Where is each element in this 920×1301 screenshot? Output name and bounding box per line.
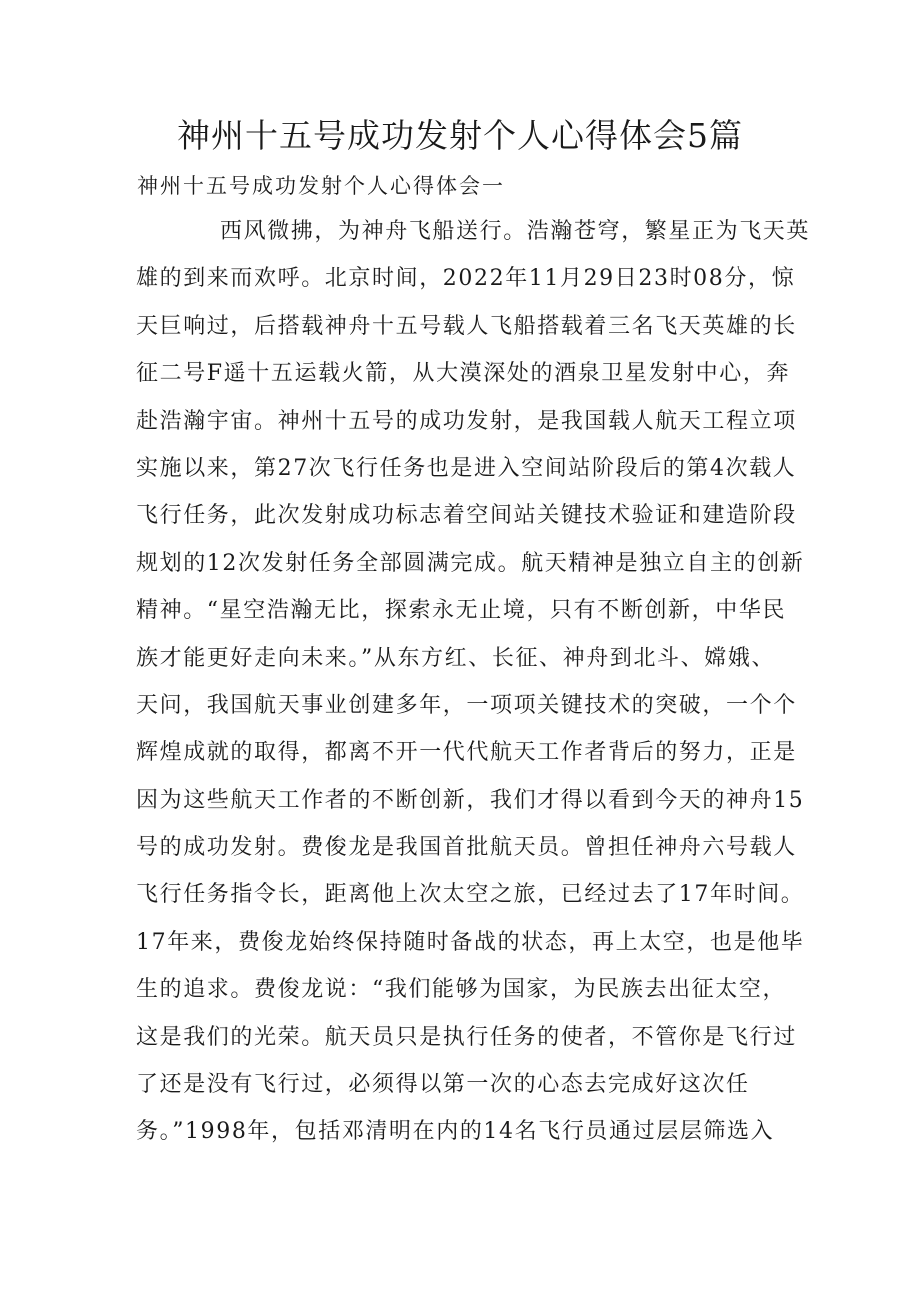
document-title: 神州十五号成功发射个人心得体会5篇 <box>177 116 743 155</box>
body-line: 了还是没有飞行过，必须得以第一次的心态去完成好这次任 <box>136 1072 750 1098</box>
body-line: 号的成功发射。费俊龙是我国首批航天员。曾担任神舟六号载人 <box>136 835 797 861</box>
body-line: 务。”1998年，包括邓清明在内的14名飞行员通过层层筛选入 <box>136 1119 775 1145</box>
body-line: 飞行任务指令长，距离他上次太空之旅，已经过去了17年时间。 <box>136 882 805 908</box>
body-line: 生的追求。费俊龙说：“我们能够为国家，为民族去出征太空， <box>136 977 787 1003</box>
body-line: 族才能更好走向未来。”从东方红、长征、神舟到北斗、嫦娥、 <box>136 645 776 671</box>
section-subtitle: 神州十五号成功发射个人心得体会一 <box>137 174 505 198</box>
body-line: 赴浩瀚宇宙。神州十五号的成功发射，是我国载人航天工程立项 <box>136 408 797 434</box>
body-line: 征二号F遥十五运载火箭，从大漠深处的酒泉卫星发射中心，奔 <box>136 361 791 387</box>
body-line: 实施以来，第27次飞行任务也是进入空间站阶段后的第4次载人 <box>136 455 797 481</box>
body-text <box>136 208 836 1156</box>
body-line: 雄的到来而欢呼。北京时间，2022年11月29日23时08分，惊 <box>136 266 796 292</box>
body-line: 因为这些航天工作者的不断创新，我们才得以看到今天的神舟15 <box>136 787 805 813</box>
body-line: 精神。“星空浩瀚无比，探索永无止境，只有不断创新，中华民 <box>136 598 787 624</box>
body-line: 辉煌成就的取得，都离不开一代代航天工作者背后的努力，正是 <box>136 740 797 766</box>
body-line: 天问，我国航天事业创建多年，一项项关键技术的突破，一个个 <box>136 692 797 718</box>
body-line: 这是我们的光荣。航天员只是执行任务的使者，不管你是飞行过 <box>136 1024 797 1050</box>
body-line: 西风微拂，为神舟飞船送行。浩瀚苍穹，繁星正为飞天英 <box>220 219 811 244</box>
body-line: 规划的12次发射任务全部圆满完成。航天精神是独立自主的创新 <box>136 550 805 576</box>
body-line: 17年来，费俊龙始终保持随时备战的状态，再上太空，也是他毕 <box>136 929 805 955</box>
body-line: 天巨响过，后搭载神舟十五号载人飞船搭载着三名飞天英雄的长 <box>136 313 797 339</box>
body-line: 飞行任务，此次发射成功标志着空间站关键技术验证和建造阶段 <box>136 503 797 529</box>
